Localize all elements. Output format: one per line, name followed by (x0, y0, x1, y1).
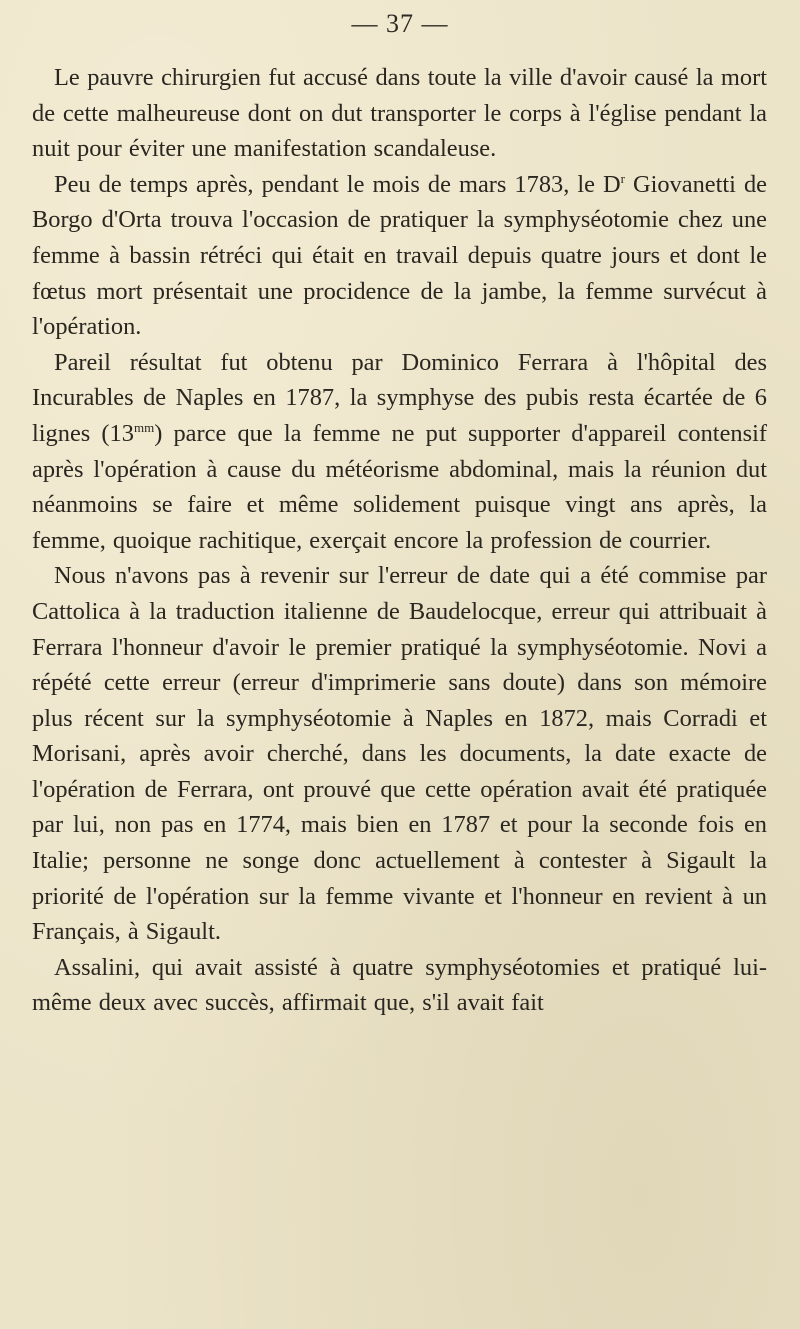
page-number: — 37 — (351, 9, 449, 38)
paragraph-5: Assalini, qui avait assisté à quatre symphyséotomies et pratiqué lui-même deux avec succès, affirmait que, s'il avait fait (32, 953, 767, 1017)
paragraph-3-before: Pareil résultat fut obtenu par Dominico Ferrara à l'hôpital des Incurables de Naples en 1787, la symphyse des pubis resta écartée de 6 lignes (13 (32, 348, 767, 447)
paragraph-2-after: Giovanetti de Borgo d'Orta trouva l'occasion de pratiquer la symphyséotomie chez une femme à bassin rétréci qui était en travail depuis quatre jours et dont le fœtus mort présentait une procidence de la jambe, la femme survécut à l'opération. (32, 170, 767, 341)
paragraph-4: Nous n'avons pas à revenir sur l'erreur de date qui a été commise par Cattolica à la traduction italienne de Baudelocque, erreur qui attribuait à Ferrara l'honneur d'avoir le premier pratiqué la symphyséotomie. Novi a répété cette erreur (erreur d'imprimerie sans doute) dans son mémoire plus récent sur la symphyséotomie à Naples en 1872, mais Corradi et Morisani, après avoir cherché, dans les documents, la date exacte de l'opération de Ferrara, ont prouvé que cette opération avait été pratiquée par lui, non pas en 1774, mais bien en 1787 et pour la seconde fois en Italie; personne ne songe donc actuellement à contester à Sigault la priorité de l'opération sur la femme vivante et l'honneur en revient à un Français, à Sigault. (32, 562, 767, 946)
paragraph-3-superscript: mm (133, 419, 155, 435)
paragraph-3 (32, 345, 767, 559)
paragraph-2-before: Peu de temps après, pendant le mois de mars 1783, le D (54, 170, 621, 198)
paragraph-2-superscript: r (620, 170, 625, 186)
paragraph-2 (32, 167, 767, 345)
body-text (32, 60, 767, 1021)
paragraph-3-after: ) parce que la femme ne put supporter d'appareil contensif après l'opération à cause du météorisme abdominal, mais la réunion dut néanmoins se faire et même solidement puisque vingt ans après, la femme, quoique rachitique, exerçait encore la profession de courrier. (32, 419, 767, 554)
paragraph-1: Le pauvre chirurgien fut accusé dans toute la ville d'avoir causé la mort de cette malheureuse dont on dut transporter le corps à l'église pendant la nuit pour éviter une manifestation scandaleuse. (32, 64, 767, 163)
